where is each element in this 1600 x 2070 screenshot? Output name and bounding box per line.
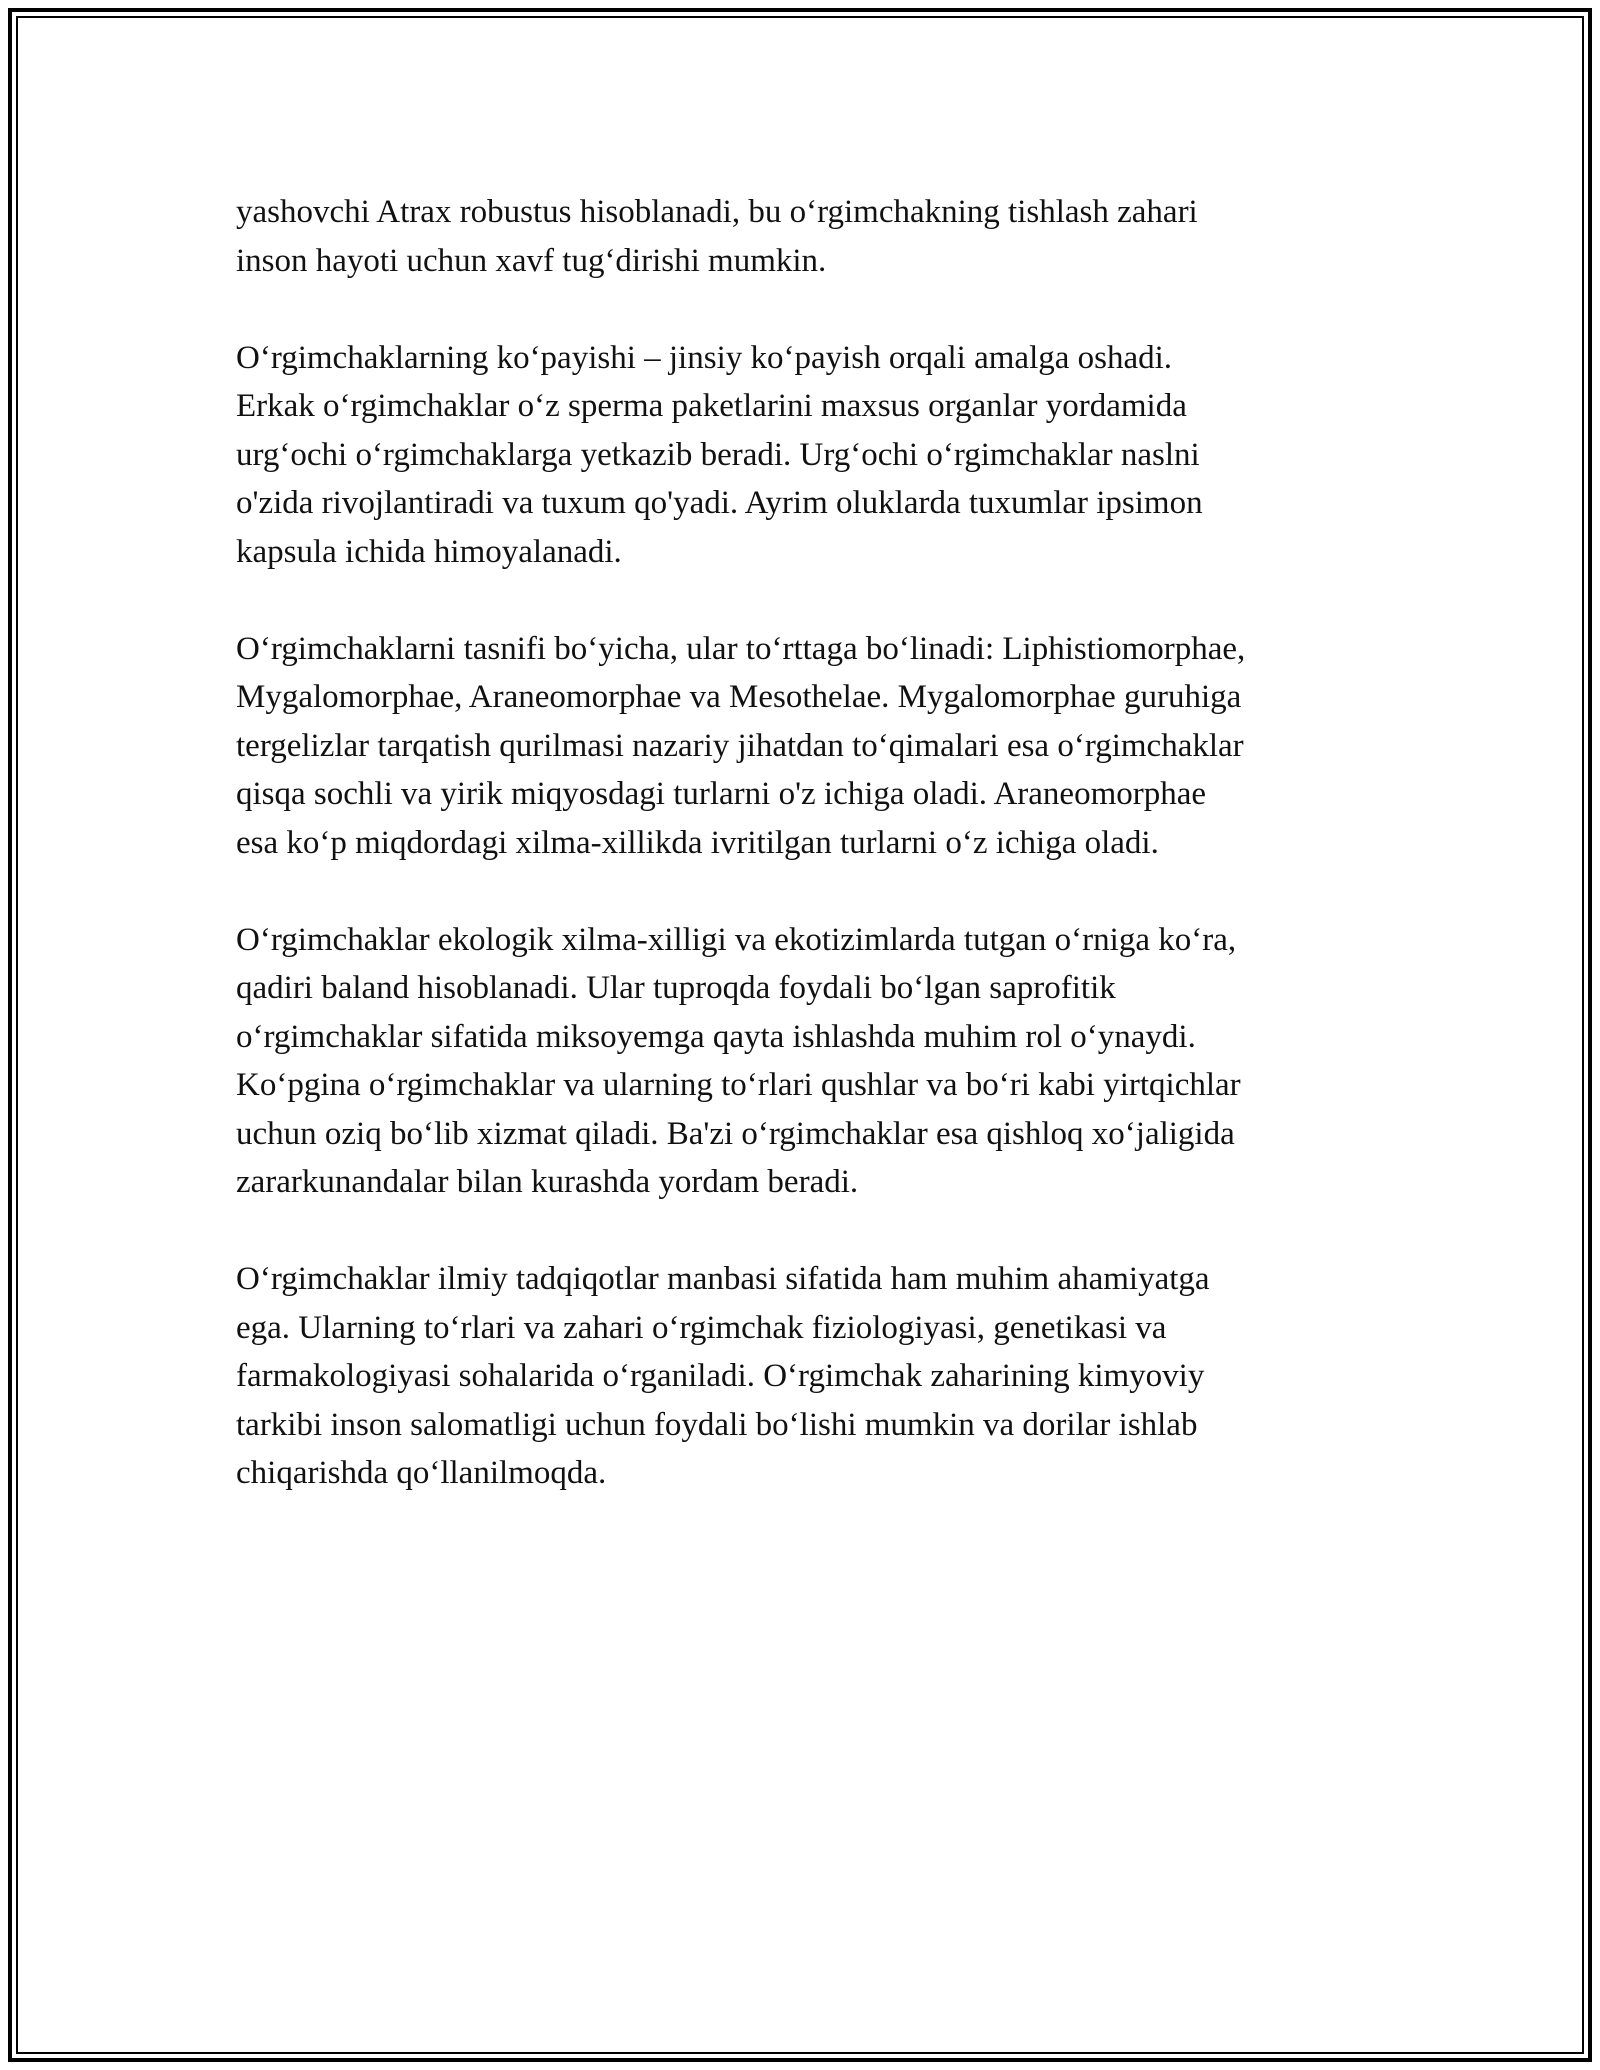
paragraph-4: O‘rgimchaklar ekologik xilma-xilligi va ekotizimlarda tutgan o‘rniga ko‘ra, qadiri baland hisoblanadi. Ular tuproqda foydali bo‘lgan saprofitik o‘rgimchaklar sifatida miksoyemga qayta ishlashda muhim rol o‘ynaydi. Ko‘pgina o‘rgimchaklar va ularning to‘rlari qushlar va bo‘ri kabi yirtqichlar uchun oziq bo‘lib xizmat qiladi. Ba'zi o‘rgimchaklar esa qishloq xo‘jaligida zararkunandalar bilan kurashda yordam beradi. [236,921,1241,1200]
paragraph-2: O‘rgimchaklarning ko‘payishi – jinsiy ko‘payish orqali amalga oshadi. Erkak o‘rgimchaklar o‘z sperma paketlarini maxsus organlar yordamida urg‘ochi o‘rgimchaklarga yetkazib beradi. Urg‘ochi o‘rgimchaklar naslni o'zida rivojlantiradi va tuxum qo'yadi. Ayrim oluklarda tuxumlar ipsimon kapsula ichida himoyalanadi. [236,339,1203,570]
paragraph-5: O‘rgimchaklar ilmiy tadqiqotlar manbasi sifatida ham muhim ahamiyatga ega. Ularning to‘rlari va zahari o‘rgimchak fiziologiyasi, genetikasi va farmakologiyasi sohalarida o‘rganiladi. O‘rgimchak zaharining kimyoviy tarkibi inson salomatligi uchun foydali bo‘lishi mumkin va dorilar ishlab chiqarishda qo‘llanilmoqda. [236,1261,1210,1491]
paragraph-3: O‘rgimchaklarni tasnifi bo‘yicha, ular to‘rttaga bo‘linadi: Liphistiomorphae, Mygalomorphae, Araneomorphae va Mesothelae. Mygalomorphae guruhiga tergelizlar tarqatish qurilmasi nazariy jihatdan to‘qimalari esa o‘rgimchaklar qisqa sochli va yirik miqyosdagi turlarni o'z ichiga oladi. Araneomorphae esa ko‘p miqdordagi xilma-xillikda ivritilgan turlarni o‘z ichiga oladi. [236,630,1246,861]
document-body [236,188,1366,1546]
paragraph-1: yashovchi Atrax robustus hisoblanadi, bu o‘rgimchakning tishlash zahari inson hayoti uchun xavf tug‘dirishi mumkin. [236,194,1198,279]
